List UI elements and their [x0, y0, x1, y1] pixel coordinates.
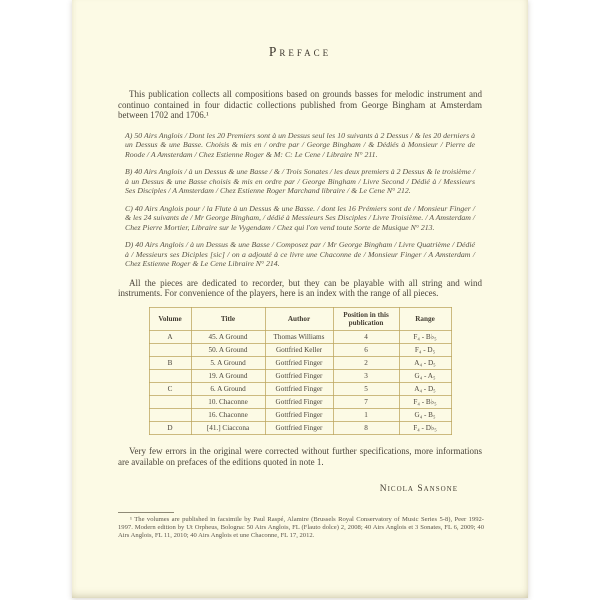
table-cell: D — [149, 421, 191, 434]
table-cell: Gottfried Finger — [265, 356, 333, 369]
table-row — [149, 421, 451, 434]
table-cell: C — [149, 382, 191, 395]
signature: Nicola Sansone — [379, 484, 458, 495]
table-cell: 10. Chaconne — [191, 395, 265, 408]
table-row — [149, 369, 451, 382]
table-cell: G₄ - A₅ — [399, 369, 451, 382]
page-title: Preface — [268, 44, 332, 59]
table-row — [149, 408, 451, 421]
collection-b-paragraph: B) 40 Airs Anglois / à un Dessus & une Basse / & / Trois Sonates / les deux premiers à 2 Dessus & le troisième / à un Dessus & une Basse choisis & mis en ordre par / George Bingham / Livre Second / Dédié à / Messieurs Ses Disciples / A Amsterdam / Chez Estienne Roger Marchand libraire / & Le Cene N° 212. — [125, 167, 475, 196]
closing-paragraph: Very few errors in the original were corrected without further specifications, more informations are available on prefaces of the editions quoted in note 1. — [118, 445, 482, 467]
table-cell: A — [149, 330, 191, 343]
footnote-block — [118, 512, 484, 540]
table-cell — [149, 369, 191, 382]
table-cell: Gottfried Finger — [265, 395, 333, 408]
index-table-header-row — [149, 307, 451, 330]
collection-c-paragraph: C) 40 Airs Anglois pour / la Flute à un Dessus & une Basse. / dont les 16 Prémiers sont de / Monsieur Finger / & les 24 suivants de / Mr George Bingham, / dédié à Messieurs Ses Disciples / Livre Troisième. / A Amsterdam / Chez Pierre Mortier, Libraire sur le Vygendam / Chez qui l'on vend toute Sorte de Musique N° 213. — [125, 203, 475, 232]
table-row — [149, 356, 451, 369]
column-header: Volume — [149, 307, 191, 330]
table-cell: Gottfried Finger — [265, 369, 333, 382]
table-cell: Gottfried Finger — [265, 382, 333, 395]
table-row — [149, 343, 451, 356]
column-header: Range — [399, 307, 451, 330]
footnote-text: ¹ The volumes are published in facsimile by Paul Raspé, Alamire (Brussels Royal Conservatory of Music Series 5-8), Peer 1992-1997. Modern edition by Ut Orpheus, Bologna: 50 Airs Anglois, FL (Flauto dolce) 2, 2008; 40 Airs Anglois et 3 Sonates, FL 6, 2009; 40 Airs Anglois, FL 11, 2010; 40 Airs Anglois et une Chaconne, FL 17, 2012. — [118, 516, 484, 539]
table-cell: A₄ - D₅ — [399, 356, 451, 369]
table-cell: B — [149, 356, 191, 369]
table-cell: 6 — [333, 343, 399, 356]
table-cell: F₄ - D₅ — [399, 343, 451, 356]
column-header: Author — [265, 307, 333, 330]
footnote-separator — [118, 512, 174, 513]
table-row — [149, 395, 451, 408]
table-cell: 2 — [333, 356, 399, 369]
table-cell: 5. A Ground — [191, 356, 265, 369]
table-cell: 4 — [333, 330, 399, 343]
table-cell: F₄ - D♭₅ — [399, 421, 451, 434]
table-cell: 45. A Ground — [191, 330, 265, 343]
table-cell: A₄ - D₅ — [399, 382, 451, 395]
table-cell: F₄ - B♭₅ — [399, 330, 451, 343]
index-intro-paragraph: All the pieces are dedicated to recorder, but they can be playable with all string and wind instruments. For convenience of the players, here is an index with the range of all pieces. — [118, 277, 482, 299]
table-cell: Thomas Williams — [265, 330, 333, 343]
table-cell — [149, 395, 191, 408]
table-cell: 8 — [333, 421, 399, 434]
table-cell — [149, 408, 191, 421]
page-content — [72, 44, 528, 494]
scanned-page — [72, 0, 528, 598]
table-cell: F₄ - B♭₅ — [399, 395, 451, 408]
collection-d-paragraph: D) 40 Airs Anglois / à un Dessus & une Basse / Composez par / Mr George Bingham / Livre Quatrième / Dédié à / Messieurs ses Diciples [sic] / on a adjouté à ce livre une Chaconne de / Monsieur Finger / A Amsterdam / Chez Estienne Roger & Le Cene Libraire N° 214. — [125, 240, 475, 269]
table-cell — [149, 343, 191, 356]
table-row — [149, 382, 451, 395]
table-cell: G₄ - B₅ — [399, 408, 451, 421]
index-table — [149, 307, 452, 435]
table-cell: 3 — [333, 369, 399, 382]
index-table-body — [149, 330, 451, 434]
intro-paragraph: This publication collects all compositions based on grounds basses for melodic instrument and continuo contained in four didactic collections published from George Bingham at Amsterdam between 1702 and 1706.¹ — [118, 89, 482, 121]
table-cell: 5 — [333, 382, 399, 395]
column-header: Title — [191, 307, 265, 330]
table-cell: Gottfried Finger — [265, 421, 333, 434]
table-cell: 6. A Ground — [191, 382, 265, 395]
table-cell: 1 — [333, 408, 399, 421]
table-cell: Gottfried Keller — [265, 343, 333, 356]
table-cell: 19. A Ground — [191, 369, 265, 382]
table-cell: Gottfried Finger — [265, 408, 333, 421]
table-cell: 16. Chaconne — [191, 408, 265, 421]
table-cell: 50. A Ground — [191, 343, 265, 356]
table-row — [149, 330, 451, 343]
table-cell: [41.] Ciaccona — [191, 421, 265, 434]
collection-a-paragraph: A) 50 Airs Anglois / Dont les 20 Premiers sont à un Dessus seul les 10 suivants à 2 Dessus / & les 20 derniers à un Dessus & une Basse. Choisis & mis en / ordre par / George Bingham / & Dédiés à Monsieur / Pierre de Roode / A Amsterdam / Chez Estienne Roger & M: C: Le Cene / Libraire N° 211. — [125, 130, 475, 159]
column-header: Position in this publication — [333, 307, 399, 330]
table-cell: 7 — [333, 395, 399, 408]
